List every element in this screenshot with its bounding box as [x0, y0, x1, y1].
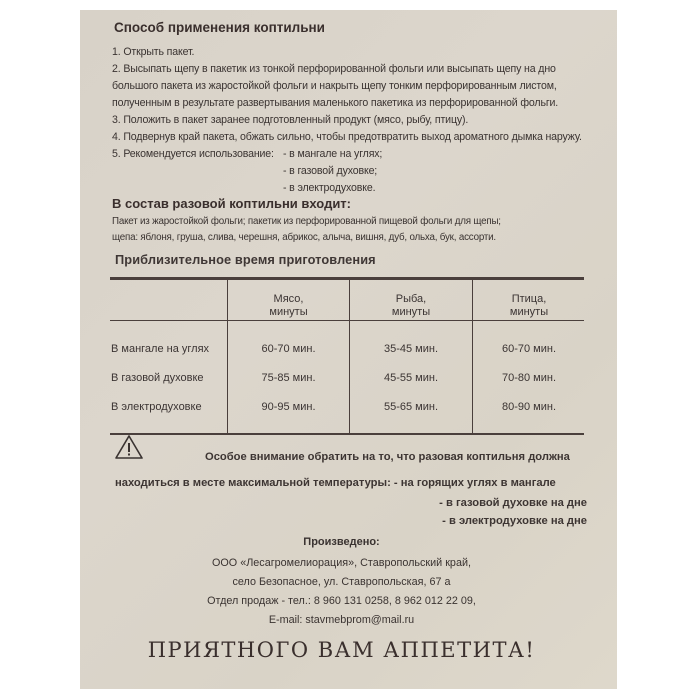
manufacturer-line: ООО «Лесагромелиорация», Ставропольский край, [212, 557, 471, 569]
contents-title: В состав разовой коптильни входит: [112, 196, 352, 211]
sales-phone: Отдел продаж - тел.: 8 960 131 0258, 8 962 012 22 09, [207, 595, 476, 607]
usage-step-4: 4. Подвернув край пакета, обжать сильно, чтобы предотвратить выход ароматного дымка наружу. [112, 131, 582, 143]
row-label: В электродуховке [111, 401, 202, 413]
cell-value: 60-70 мин. [261, 343, 316, 355]
usage-step-1: 1. Открыть пакет. [112, 46, 195, 58]
warning-line-3: - в газовой духовке на дне [439, 497, 587, 509]
instruction-sheet [80, 10, 617, 689]
cell-value: 35-45 мин. [383, 343, 439, 355]
closing-greeting: ПРИЯТНОГО ВАМ АППЕТИТА! [147, 638, 536, 662]
warning-line-2: находиться в месте максимальной температуры: - на горящих углях в мангале [115, 477, 556, 489]
column-header-fish: Рыба, минуты [391, 293, 431, 318]
usage-step-2-cont: полученным в результате развертывания маленького пакетика из перфорированной фольги. [112, 97, 559, 109]
contents-line: Пакет из жаростойкой фольги; пакетик из перфорированной пищевой фольги для щепы; [112, 216, 501, 227]
column-header-meat: Мясо, минуты [269, 293, 308, 318]
recommended-item: - в газовой духовке; [283, 165, 378, 177]
usage-step-3: 3. Положить в пакет заранее подготовленный продукт (мясо, рыбу, птицу). [112, 114, 469, 126]
table-header-rule [110, 320, 584, 321]
cell-value: 75-85 мин. [261, 372, 316, 384]
cell-value: 55-65 мин. [383, 401, 439, 413]
usage-title: Способ применения коптильни [114, 20, 325, 35]
cell-value: 70-80 мин. [501, 372, 557, 384]
cell-value: 60-70 мин. [501, 343, 557, 355]
warning-triangle-icon [114, 434, 144, 460]
recommended-item: - в электродуховке. [283, 182, 376, 194]
row-label: В газовой духовке [111, 372, 204, 384]
cell-value: 45-55 мин. [383, 372, 439, 384]
cell-value: 80-90 мин. [501, 401, 557, 413]
usage-step-2: 2. Высыпать щепу в пакетик из тонкой перфорированной фольги или высыпать щепу на дно [112, 63, 556, 75]
table-bottom-rule [110, 433, 584, 435]
cooking-time-title: Приблизительное время приготовления [115, 252, 376, 267]
warning-line-1: Особое внимание обратить на то, что разовая коптильня должна [205, 451, 570, 463]
email: E-mail: stavmebprom@mail.ru [268, 614, 415, 626]
manufacturer-title: Произведено: [303, 536, 380, 548]
usage-step-2-cont: большого пакета из жаростойкой фольги и накрыть щепу тонким перфорированным листом, [112, 80, 557, 92]
contents-line: щепа: яблоня, груша, слива, черешня, абрикос, алыча, вишня, дуб, ольха, бук, ассорти. [112, 232, 496, 243]
warning-line-4: - в электродуховке на дне [442, 515, 587, 527]
column-header-poultry: Птица, минуты [509, 293, 549, 318]
row-label: В мангале на углях [111, 343, 210, 355]
usage-step-5: 5. Рекомендуется использование: [112, 148, 274, 160]
cell-value: 90-95 мин. [261, 401, 316, 413]
table-top-rule [110, 277, 584, 280]
manufacturer-line: село Безопасное, ул. Ставропольская, 67 а [232, 576, 451, 588]
recommended-item: - в мангале на углях; [283, 148, 383, 160]
